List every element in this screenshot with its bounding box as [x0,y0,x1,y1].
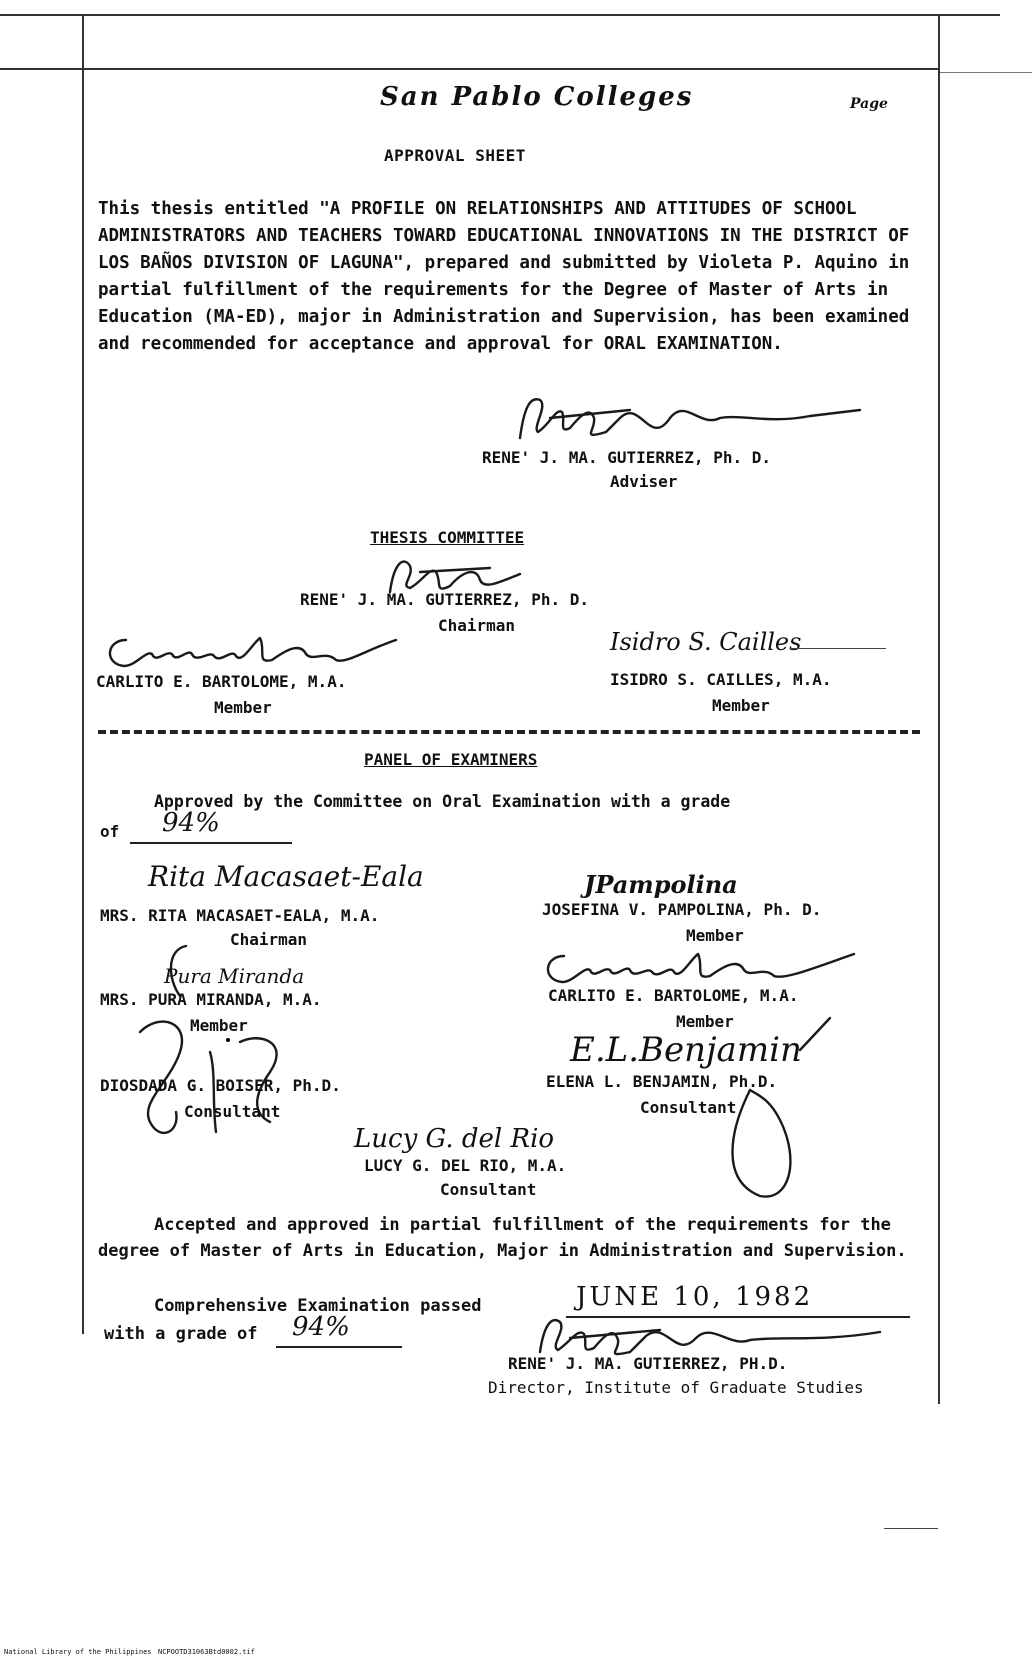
examiner1-signature: Rita Macasaet-Eala [148,860,424,893]
committee-member1-signature [96,620,416,680]
adviser-role: Adviser [610,472,678,491]
header-rule-main [84,68,938,70]
examiner2-role: Member [686,926,744,945]
header-rule-right [940,72,1032,73]
footer-library: National Library of the Philippines [4,1648,152,1656]
comprehensive-date: JUNE 10, 1982 [576,1282,814,1312]
right-margin-line [938,14,940,1404]
committee-member2-signature: Isidro S. Cailles [610,628,802,656]
approval-sheet-title: APPROVAL SHEET [384,146,526,165]
panel-heading: PANEL OF EXAMINERS [364,750,538,769]
grade-value-line [276,1346,402,1348]
examiner6-signature: E.L.Benjamin [570,1030,802,1070]
examiner3-role: Member [190,1016,248,1035]
director-title: Director, Institute of Graduate Studies [488,1378,864,1397]
adviser-name: RENE' J. MA. GUTIERREZ, Ph. D. [482,448,771,467]
committee-member2-role: Member [712,696,770,715]
examiner4-name: CARLITO E. BARTOLOME, M.A. [548,986,799,1005]
examiner1-role: Chairman [230,930,308,949]
committee-member1-role: Member [214,698,272,717]
examiner7-signature: Lucy G. del Rio [354,1124,555,1154]
examiner2-signature: JPampolina [584,870,738,899]
examiner7-role: Consultant [440,1180,537,1199]
panel-approved-text: Approved by the Committee on Oral Examination with a grade [154,792,731,811]
thesis-paragraph: This thesis entitled "A PROFILE ON RELATIONSHIPS AND ATTITUDES OF SCHOOL ADMINISTRATORS AND TEACHERS TOWARD EDUCATIONAL INNOVATIONS IN THE DISTRICT OF LOS BAÑOS DIVISION OF LAGUNA", prepared and submitted by Violeta P. Aquino in partial fulfillment of the requirements for the Degree of Master of Arts in Education (MA-ED), major in Administration and Supervision, has been examined and recommended for acceptance and approval for ORAL EXAMINATION. [98,199,910,354]
committee-member1-name: CARLITO E. BARTOLOME, M.A. [96,672,347,691]
examiner5-role: Consultant [184,1102,281,1121]
thesis-committee-heading: THESIS COMMITTEE [370,528,525,547]
college-title: San Pablo Colleges [380,82,694,112]
director-name: RENE' J. MA. GUTIERREZ, PH.D. [508,1354,788,1373]
footer-code: NCPOOTD31063Btd0002.tif [158,1648,255,1656]
scan-mark-line [884,1528,938,1529]
committee-member2-signature-line [790,648,886,649]
examiner4-role: Member [676,1012,734,1031]
examiner5-name: DIOSDADA G. BOISER, Ph.D. [100,1076,341,1095]
examiner2-name: JOSEFINA V. PAMPOLINA, Ph. D. [542,900,822,919]
examiner6-name: ELENA L. BENJAMIN, Ph.D. [546,1072,778,1091]
examiner7-name: LUCY G. DEL RIO, M.A. [364,1156,567,1175]
left-margin-line [82,14,84,1334]
grade-label: with a grade of [104,1324,258,1344]
page-label: Page [850,96,888,112]
grade-value: 94% [292,1312,350,1342]
header-rule [0,68,82,70]
dashed-separator [98,730,920,734]
comprehensive-label: Comprehensive Examination passed [154,1296,482,1316]
panel-grade-value: 94% [162,808,220,838]
panel-grade-line [130,842,292,844]
examiner3-signature: Pura Miranda [164,964,305,988]
examiner1-name: MRS. RITA MACASAET-EALA, M.A. [100,906,380,925]
panel-of-label: of [100,822,120,841]
committee-chairman-name: RENE' J. MA. GUTIERREZ, Ph. D. [300,590,589,609]
examiner6-role: Consultant [640,1098,737,1117]
committee-chairman-role: Chairman [438,616,516,635]
acceptance-paragraph: Accepted and approved in partial fulfillment of the requirements for the degree of Master of Arts in Education, Major in Administration and Supervision. [98,1215,907,1261]
examiner3-name: MRS. PURA MIRANDA, M.A. [100,990,322,1009]
top-border-line [0,14,1000,16]
committee-member2-name: ISIDRO S. CAILLES, M.A. [610,670,832,689]
